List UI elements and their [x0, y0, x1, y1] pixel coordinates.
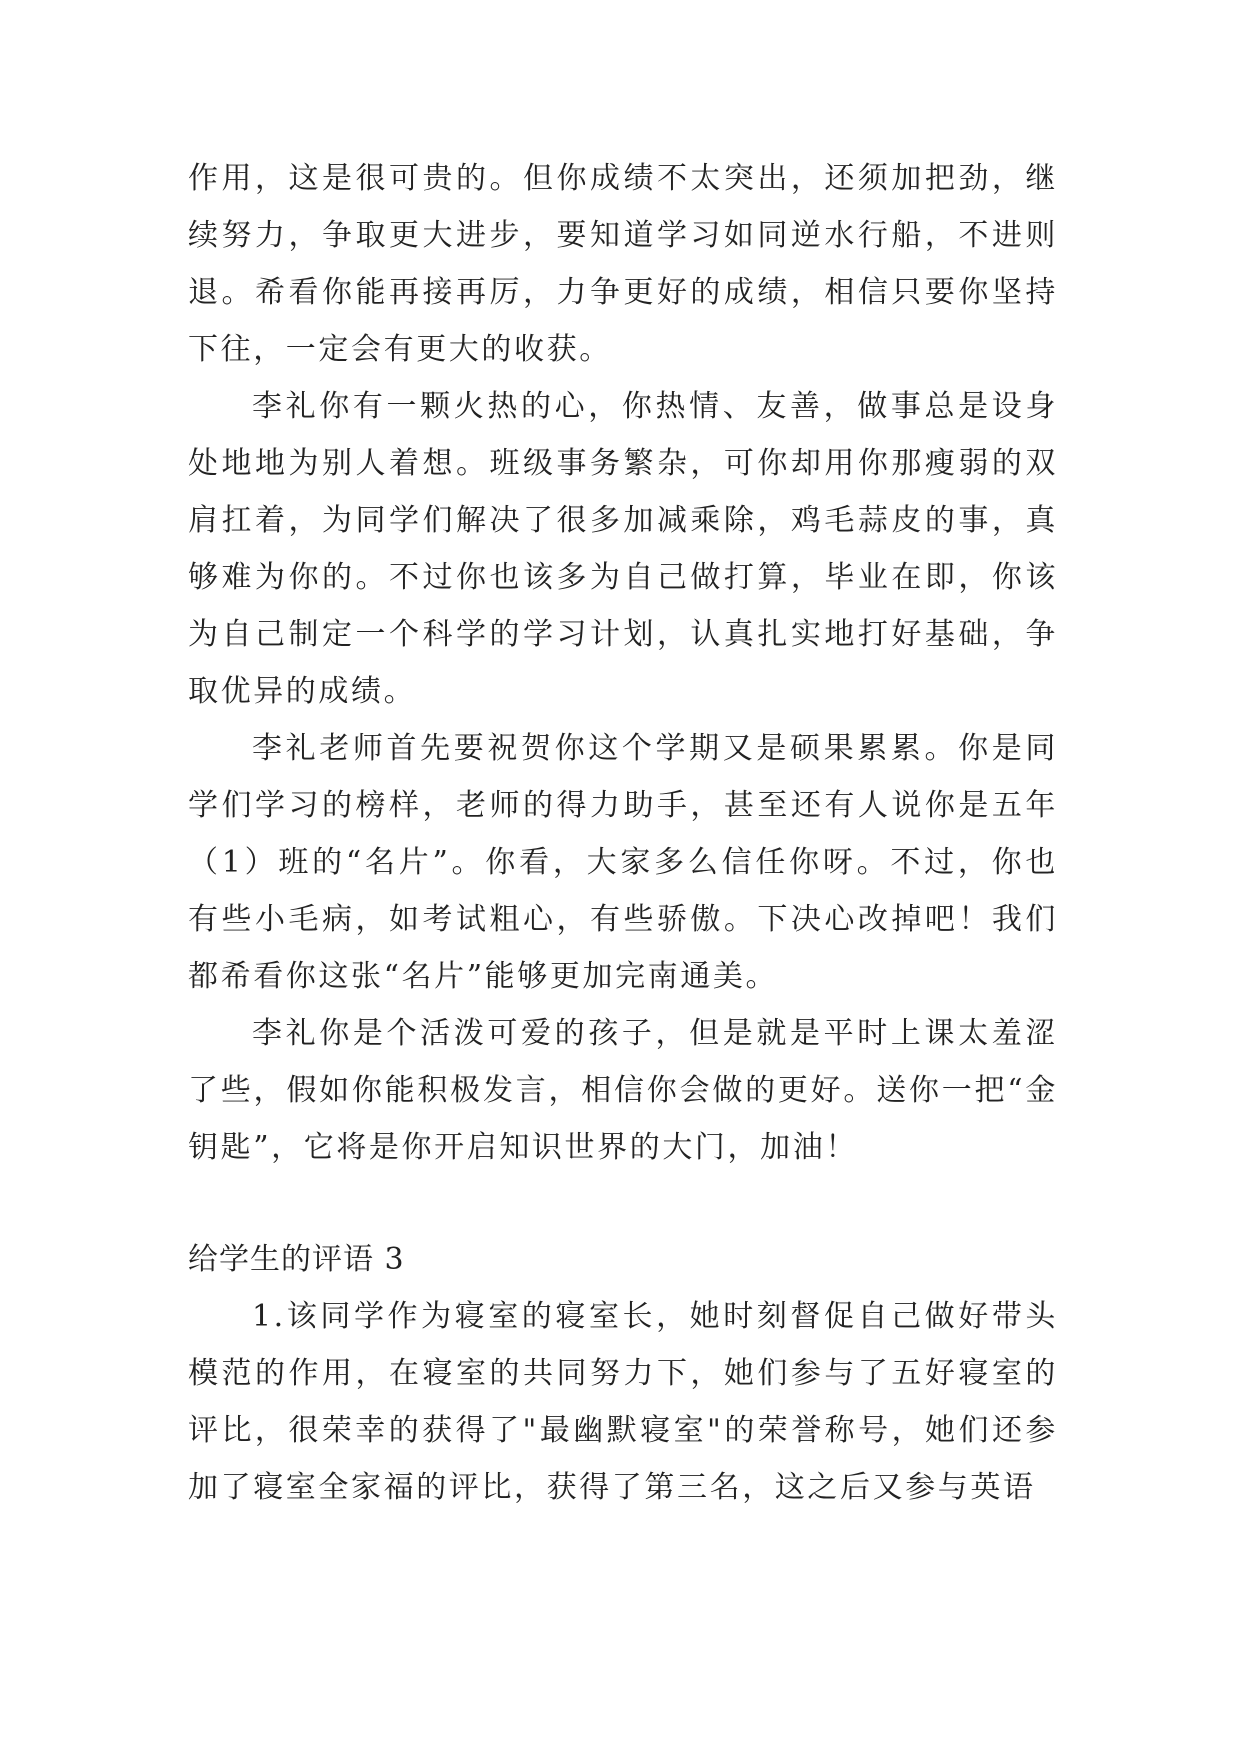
document-body	[188, 150, 1058, 1516]
section-heading: 给学生的评语 3	[188, 1242, 405, 1277]
paragraph-comment-heart: 李礼你有一颗火热的心，你热情、友善，做事总是设身处地地为别人着想。班级事务繁杂，可你却用你那瘦弱的双肩扛着，为同学们解决了很多加减乘除，鸡毛蒜皮的事，真够难为你的。不过你也该多为自己做打算，毕业在即，你该为自己制定一个科学的学习计划，认真扎实地打好基础，争取优异的成绩。	[188, 389, 1058, 709]
paragraph-comment-golden-key: 李礼你是个活泼可爱的孩子，但是就是平时上课太羞涩了些，假如你能积极发言，相信你会做的更好。送你一把“金钥匙”，它将是你开启知识世界的大门，加油！	[188, 1016, 1058, 1165]
paragraph-dorm-leader: 1.该同学作为寝室的寝室长，她时刻督促自己做好带头模范的作用，在寝室的共同努力下，她们参与了五好寝室的评比，很荣幸的获得了"最幽默寝室"的荣誉称号，她们还参加了寝室全家福的评比，获得了第三名，这之后又参与英语	[188, 1299, 1058, 1505]
paragraph-comment-business-card: 李礼老师首先要祝贺你这个学期又是硕果累累。你是同学们学习的榜样，老师的得力助手，甚至还有人说你是五年（1）班的“名片”。你看，大家多么信任你呀。不过，你也有些小毛病，如考试粗心，有些骄傲。下决心改掉吧！我们都希看你这张“名片”能够更加完南通美。	[188, 731, 1058, 994]
paragraph-continuation: 作用，这是很可贵的。但你成绩不太突出，还须加把劲，继续努力，争取更大进步，要知道学习如同逆水行船，不进则退。希看你能再接再厉，力争更好的成绩，相信只要你坚持下往，一定会有更大的收获。	[188, 161, 1058, 367]
